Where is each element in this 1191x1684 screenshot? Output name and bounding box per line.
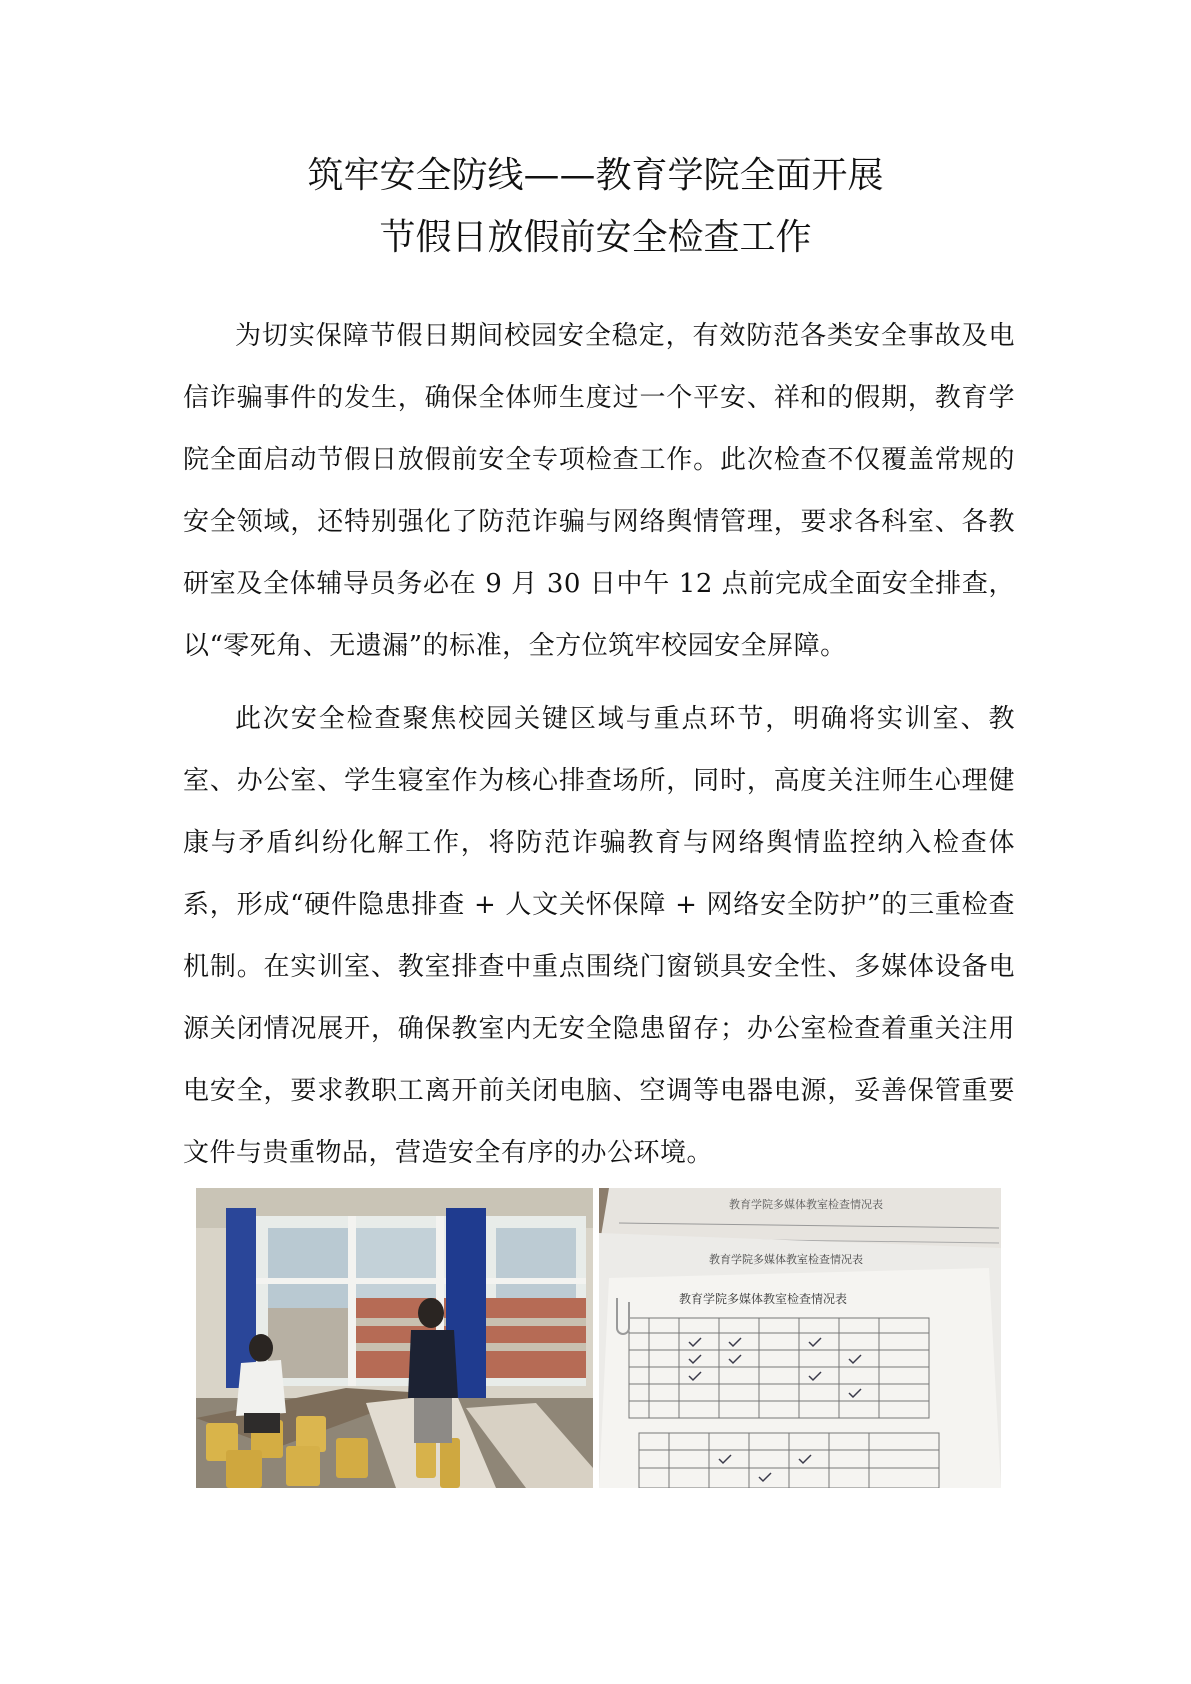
- form-title-middle: 教育学院多媒体教室检查情况表: [709, 1253, 863, 1266]
- classroom-photo: [196, 1188, 593, 1488]
- title-line-2: 节假日放假前安全检查工作: [379, 217, 812, 258]
- title-line-1: 筑牢安全防线——教育学院全面开展: [307, 155, 884, 196]
- form-title-front: 教育学院多媒体教室检查情况表: [679, 1292, 848, 1306]
- paragraph-1: 为切实保障节假日期间校园安全稳定，有效防范各类安全事故及电信诈骗事件的发生，确保全体师生度过一个平安、祥和的假期，教育学院全面启动节假日放假前安全专项检查工作。此次检查不仅覆盖常规的安全领域，还特别强化了防范诈骗与网络舆情管理，要求各科室、各教研室及全体辅导员务必在 9 月 30 日中午 12 点前完成全面安全排查，以“零死角、无遗漏”的标准，全方位筑牢校园安全屏障。: [183, 321, 1015, 661]
- inspection-forms-photo: [599, 1188, 1001, 1488]
- paragraph-2: 此次安全检查聚焦校园关键区域与重点环节，明确将实训室、教室、办公室、学生寝室作为核心排查场所，同时，高度关注师生心理健康与矛盾纠纷化解工作，将防范诈骗教育与网络舆情监控纳入检查体系，形成“硬件隐患排查 + 人文关怀保障 + 网络安全防护”的三重检查机制。在实训室、教室排查中重点围绕门窗锁具安全性、多媒体设备电源关闭情况展开，确保教室内无安全隐患留存；办公室检查着重关注用电安全，要求教职工离开前关闭电脑、空调等电器电源，妥善保管重要文件与贵重物品，营造安全有序的办公环境。: [183, 704, 1015, 1168]
- form-title-back: 教育学院多媒体教室检查情况表: [729, 1198, 883, 1211]
